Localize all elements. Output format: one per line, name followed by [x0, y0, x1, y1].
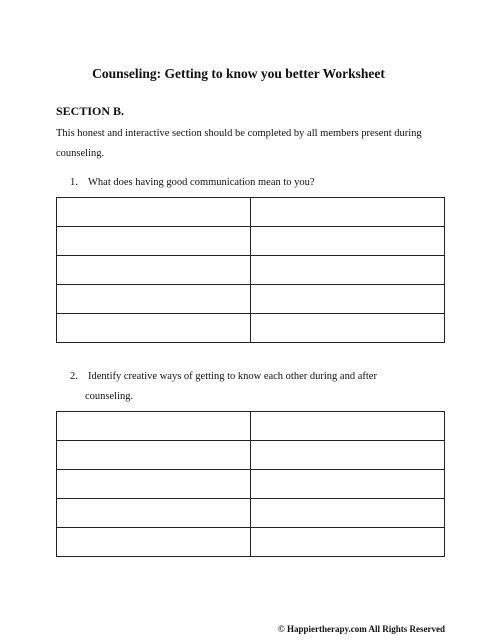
answer-cell[interactable]	[57, 285, 251, 314]
answer-cell[interactable]	[251, 285, 445, 314]
answer-cell[interactable]	[251, 227, 445, 256]
answer-cell[interactable]	[251, 499, 445, 528]
table-row	[57, 227, 445, 256]
answer-table-2	[56, 411, 445, 557]
answer-cell[interactable]	[57, 256, 251, 285]
table-row	[57, 285, 445, 314]
answer-cell[interactable]	[57, 441, 251, 470]
answer-cell[interactable]	[251, 314, 445, 343]
answer-cell[interactable]	[251, 198, 445, 227]
worksheet-title: Counseling: Getting to know you better Worksheet	[92, 66, 385, 81]
answer-cell[interactable]	[251, 441, 445, 470]
answer-cell[interactable]	[57, 227, 251, 256]
answer-cell[interactable]	[57, 412, 251, 441]
answer-cell[interactable]	[57, 499, 251, 528]
question-text: What does having good communication mean to you?	[88, 177, 315, 188]
table-row	[57, 499, 445, 528]
table-row	[57, 528, 445, 557]
answer-cell[interactable]	[251, 528, 445, 557]
answer-table-1	[56, 197, 445, 343]
table-row	[57, 314, 445, 343]
answer-cell[interactable]	[251, 256, 445, 285]
answer-cell[interactable]	[57, 198, 251, 227]
question-2	[70, 367, 430, 407]
question-number: 1.	[70, 177, 78, 188]
section-label: SECTION B.	[56, 104, 125, 118]
question-1	[70, 173, 315, 193]
question-number: 2.	[70, 371, 78, 382]
table-row	[57, 441, 445, 470]
question-text-line2: counseling.	[85, 391, 134, 402]
answer-cell[interactable]	[57, 528, 251, 557]
table-row	[57, 256, 445, 285]
answer-cell[interactable]	[251, 412, 445, 441]
answer-cell[interactable]	[251, 470, 445, 499]
table-row	[57, 470, 445, 499]
question-text-line1: Identify creative ways of getting to know each other during and after	[88, 371, 377, 382]
table-row	[57, 412, 445, 441]
intro-text: This honest and interactive section should be completed by all members present during counseling.	[56, 128, 422, 159]
answer-cell[interactable]	[57, 470, 251, 499]
table-row	[57, 198, 445, 227]
copyright-footer: © Happiertherapy.com All Rights Reserved	[278, 624, 445, 634]
answer-cell[interactable]	[57, 314, 251, 343]
